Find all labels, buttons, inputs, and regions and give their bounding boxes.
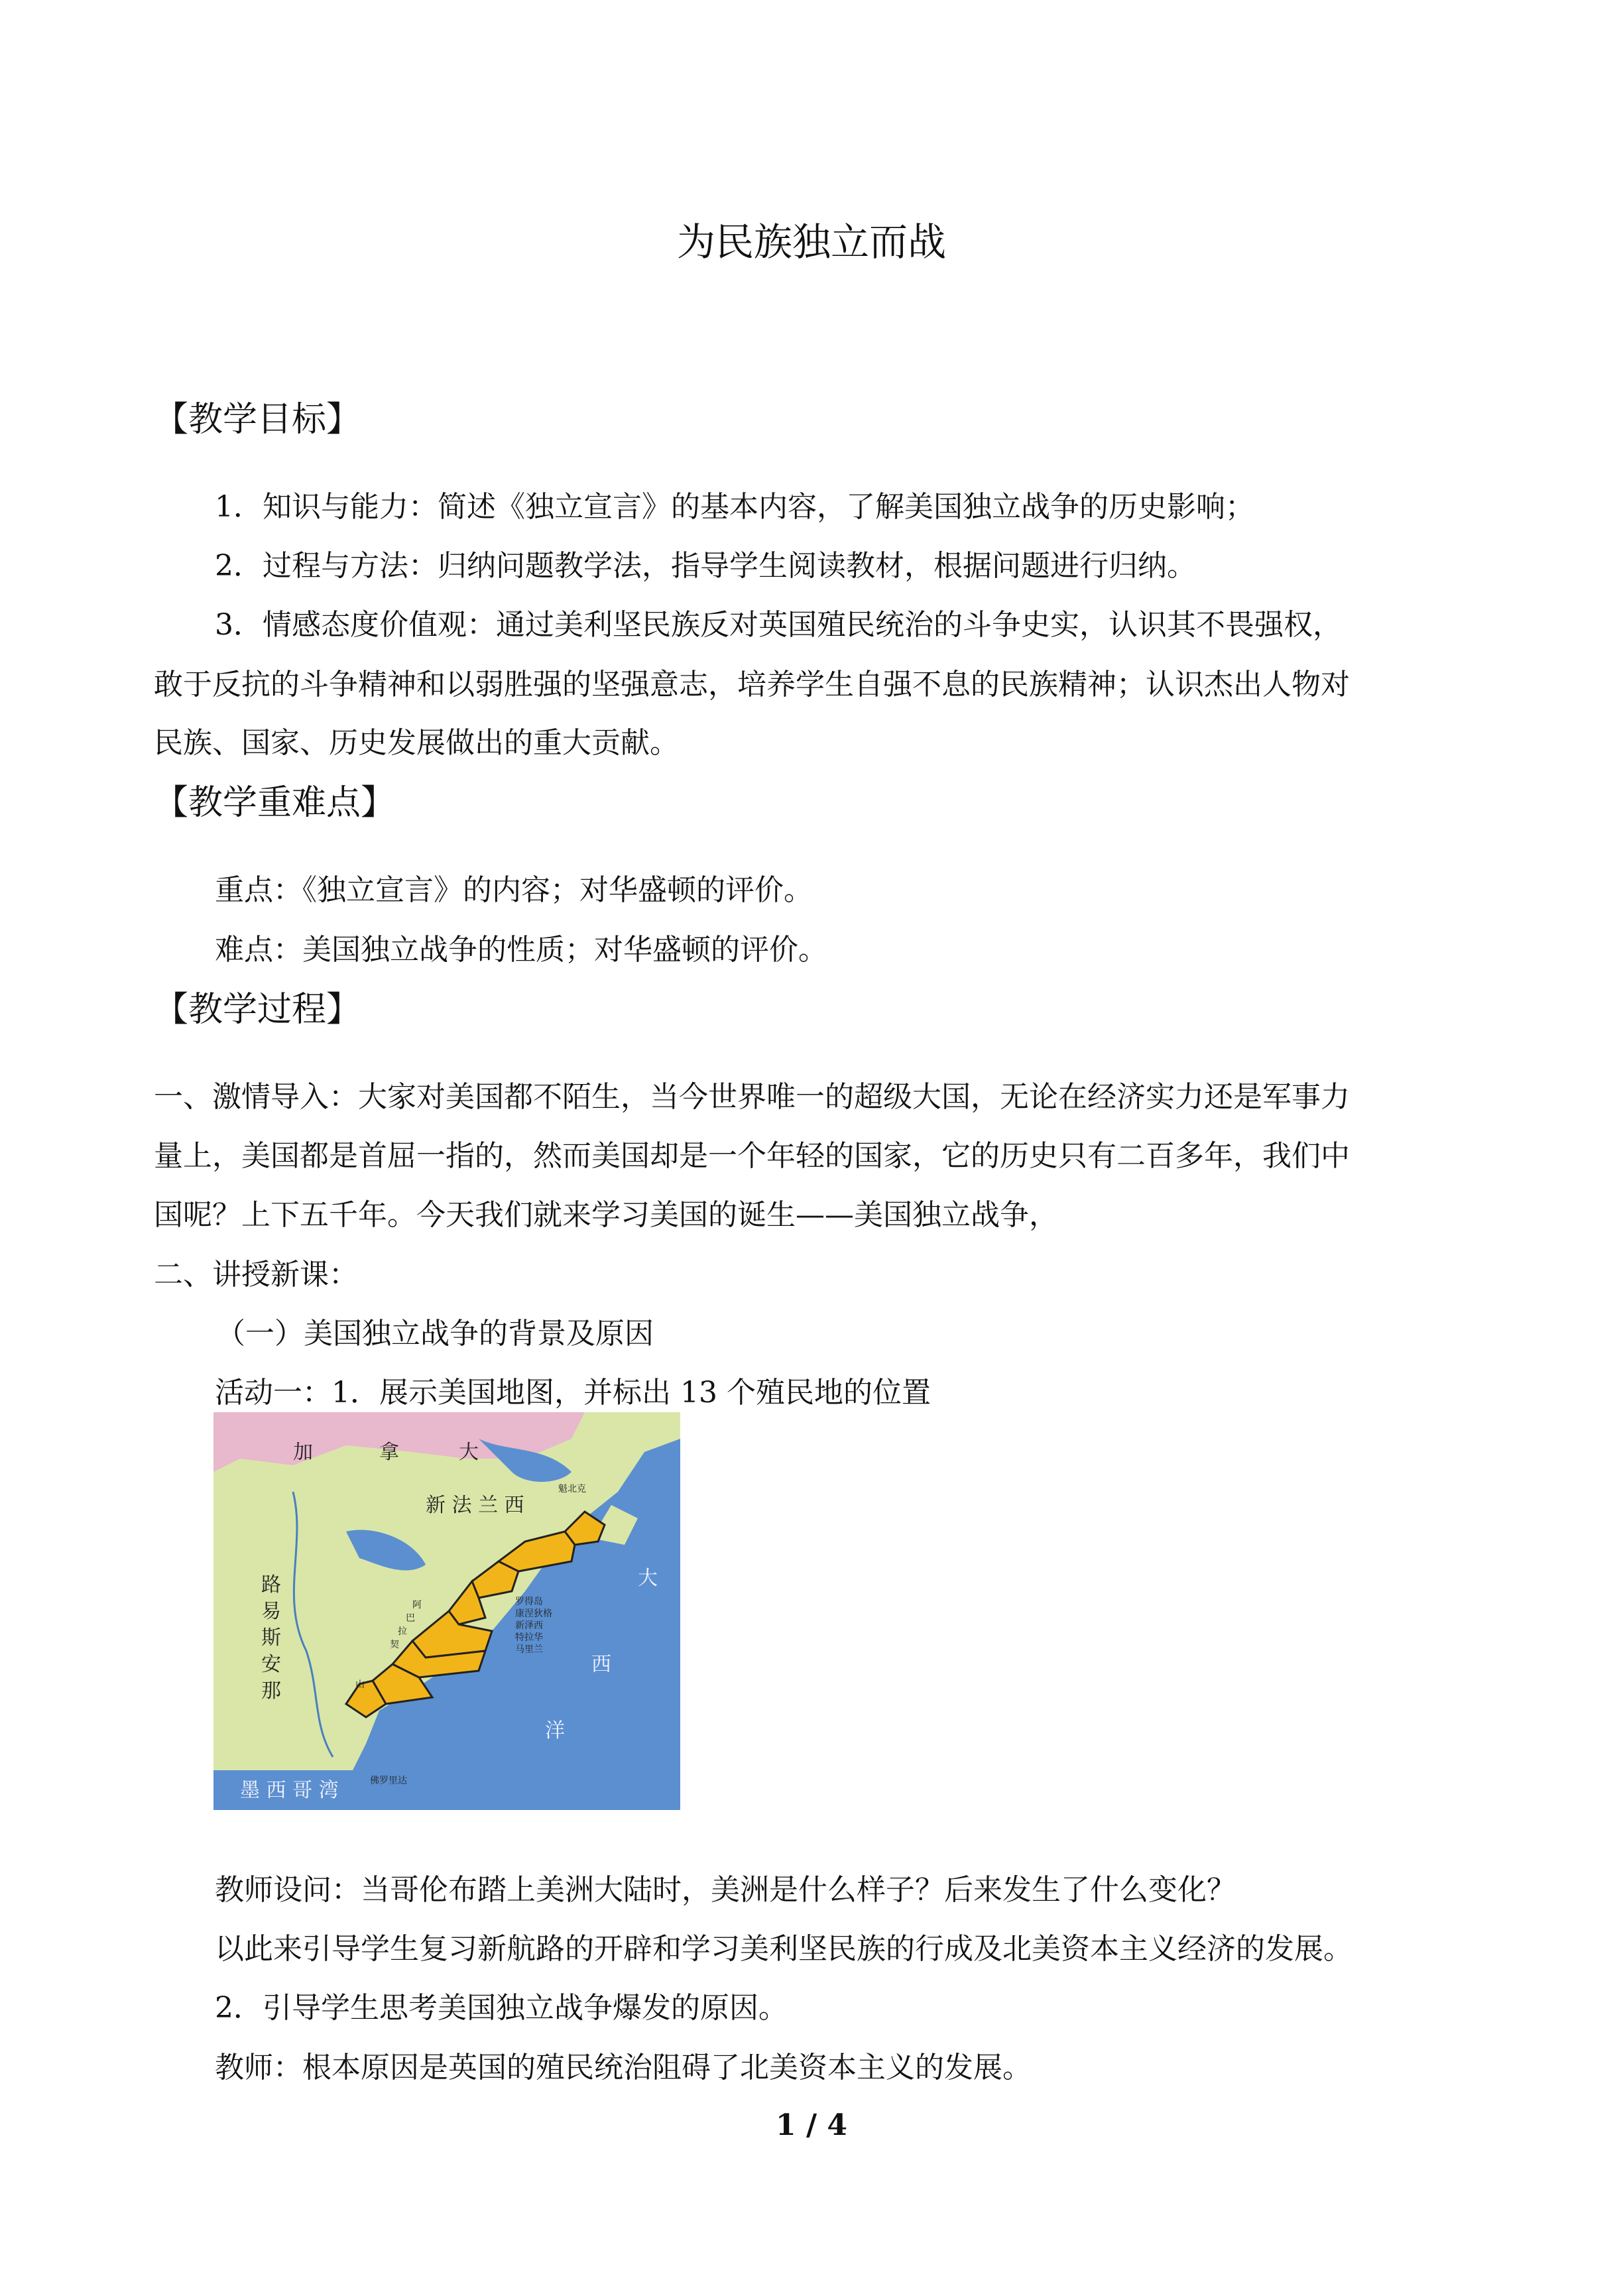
map-label-louisiana-4: 安 — [261, 1653, 281, 1676]
intro-line-2: 量上，美国都是首屈一指的，然而美国却是一个年轻的国家，它的历史只有二百多年，我们中 — [154, 1139, 1350, 1173]
map-label-louisiana-5: 那 — [261, 1679, 281, 1703]
map-label-canada-3: 大 — [459, 1441, 479, 1464]
map-label-small-5: 马里兰 — [515, 1644, 543, 1655]
key-points-heading: 【教学重难点】 — [154, 783, 396, 823]
thirteen-colonies-map — [213, 1412, 680, 1810]
map-label-small-4: 特拉华 — [515, 1632, 543, 1643]
page-title: 为民族独立而战 — [676, 219, 946, 265]
map-label-quebec: 魁北克 — [558, 1484, 586, 1494]
map-label-new-france: 新 法 兰 西 — [426, 1494, 524, 1517]
map-label-small-3: 新泽西 — [515, 1620, 543, 1631]
map-label-ocean-2: 西 — [591, 1653, 611, 1676]
map-label-louisiana-1: 路 — [261, 1573, 281, 1597]
map-label-appalachian-5: 山 — [355, 1679, 365, 1690]
objective-item-1: 1．知识与能力：简述《独立宣言》的基本内容，了解美国独立战争的历史影响； — [215, 490, 1254, 524]
map-label-ocean-1: 大 — [638, 1567, 658, 1590]
map-label-florida: 佛罗里达 — [370, 1776, 407, 1786]
after-map-line-4: 教师：根本原因是英国的殖民统治阻碍了北美资本主义的发展。 — [215, 2051, 1032, 2085]
process-heading: 【教学过程】 — [154, 990, 361, 1030]
objective-item-2: 2．过程与方法：归纳问题教学法，指导学生阅读教材，根据问题进行归纳。 — [215, 549, 1196, 583]
map-label-louisiana-3: 斯 — [261, 1626, 281, 1650]
page-number: 1 / 4 — [776, 2108, 847, 2142]
intro-line-3: 国呢？上下五千年。今天我们就来学习美国的诞生——美国独立战争， — [154, 1198, 1058, 1232]
activity-line: 活动一：1．展示美国地图，并标出 13 个殖民地的位置 — [215, 1376, 931, 1410]
map-label-appalachian-2: 巴 — [406, 1613, 415, 1624]
map-label-small-1: 罗得岛 — [515, 1597, 543, 1607]
objective-continuation-1: 敢于反抗的斗争精神和以弱胜强的坚强意志，培养学生自强不息的民族精神；认识杰出人物对 — [154, 668, 1350, 701]
after-map-line-2: 以此来引导学生复习新航路的开辟和学习美利坚民族的行成及北美资本主义经济的发展。 — [215, 1932, 1352, 1966]
objective-continuation-2: 民族、国家、历史发展做出的重大贡献。 — [154, 726, 679, 760]
after-map-line-1: 教师设问：当哥伦布踏上美洲大陆时，美洲是什么样子？后来发生了什么变化？ — [215, 1873, 1236, 1907]
map-label-canada-2: 拿 — [379, 1441, 399, 1464]
map-label-ocean-3: 洋 — [545, 1719, 565, 1742]
objective-item-3: 3．情感态度价值观：通过美利坚民族反对英国殖民统治的斗争史实，认识其不畏强权， — [215, 608, 1342, 642]
intro-line-1: 一、激情导入：大家对美国都不陌生，当今世界唯一的超级大国，无论在经济实力还是军事力 — [154, 1080, 1350, 1114]
after-map-line-3: 2．引导学生思考美国独立战争爆发的原因。 — [215, 1991, 788, 2025]
new-lesson-line: 二、讲授新课： — [154, 1258, 358, 1292]
map-label-small-2: 康涅狄格 — [515, 1608, 552, 1619]
map-label-canada-1: 加 — [293, 1441, 313, 1464]
map-label-appalachian-4: 契 — [390, 1640, 399, 1650]
map-label-louisiana-2: 易 — [261, 1600, 281, 1623]
map-label-appalachian-3: 拉 — [398, 1626, 407, 1637]
map-label-appalachian-1: 阿 — [412, 1600, 422, 1610]
key-point-difficulty: 难点：美国独立战争的性质；对华盛顿的评价。 — [215, 933, 827, 967]
map-label-gulf: 墨 西 哥 湾 — [240, 1779, 339, 1802]
objectives-heading: 【教学目标】 — [154, 400, 361, 440]
key-point-focus: 重点：《独立宣言》的内容；对华盛顿的评价。 — [215, 873, 813, 907]
subsection-heading: （一）美国独立战争的背景及原因 — [216, 1317, 654, 1351]
